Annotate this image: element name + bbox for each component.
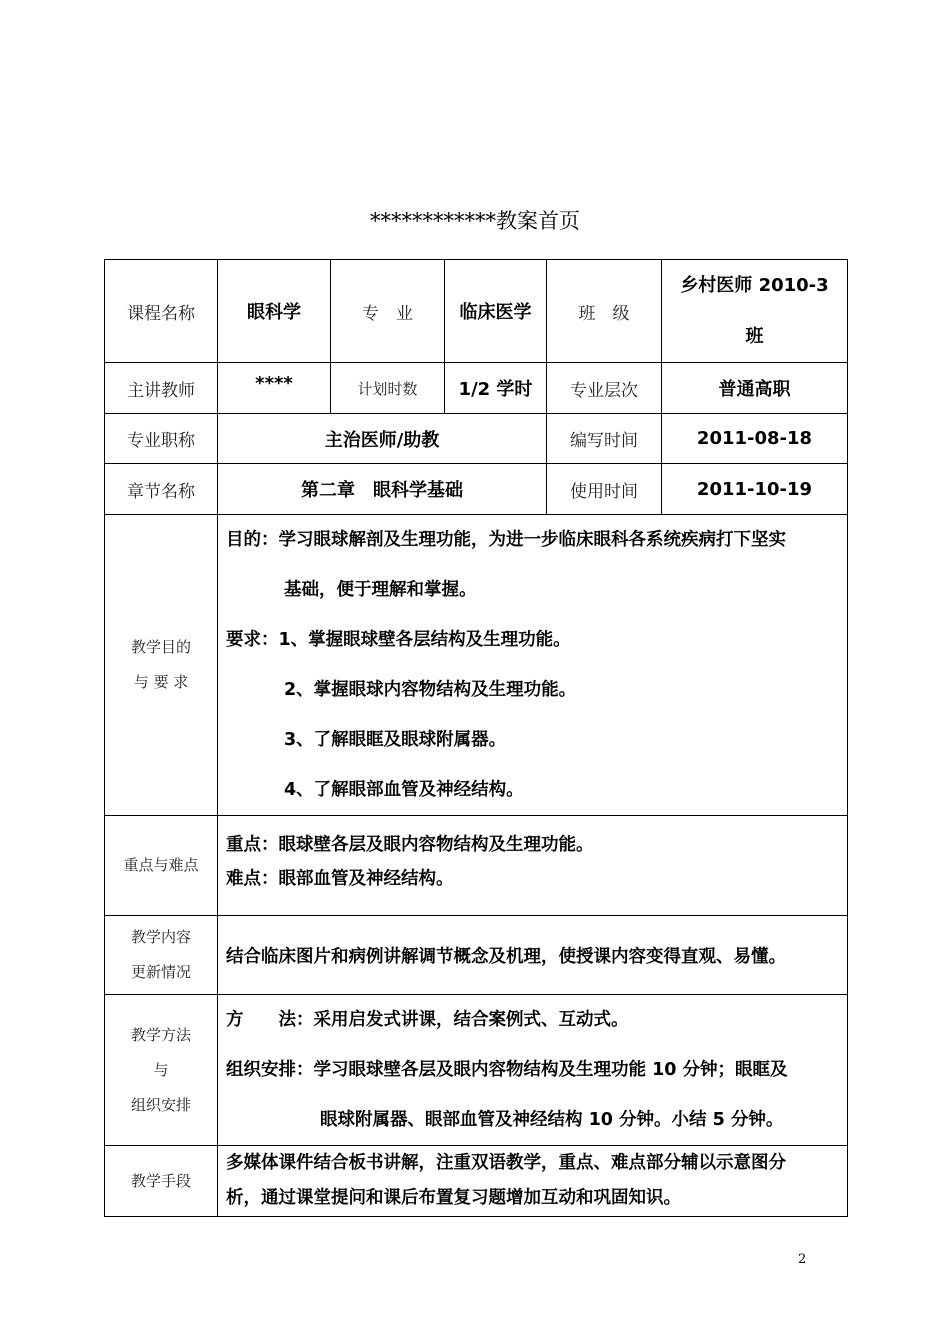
- professional-title-row: [105, 414, 848, 464]
- objectives-line: 2、掌握眼球内容物结构及生理功能。: [284, 680, 577, 700]
- class-label: 班 级: [547, 260, 662, 363]
- update-label-line-2: 更新情况: [130, 963, 191, 981]
- objectives-line: 3、了解眼眶及眼球附属器。: [284, 730, 507, 750]
- method-row: [105, 995, 848, 1146]
- objectives-content: [218, 515, 848, 816]
- means-line: 析，通过课堂提问和课后布置复习题增加互动和巩固知识。: [226, 1188, 681, 1208]
- objectives-line: 基础，便于理解和掌握。: [284, 580, 477, 600]
- page-number: 2: [798, 1252, 807, 1267]
- planned-hours-label: 计划时数: [331, 363, 445, 414]
- means-content: [218, 1146, 848, 1217]
- teacher-value: ****: [218, 363, 331, 414]
- update-content: 结合临床图片和病例讲解调节概念及机理，使授课内容变得直观、易懂。: [218, 916, 848, 995]
- page-title: ************教案首页: [370, 209, 580, 233]
- use-date-value: 2011-10-19: [662, 464, 848, 515]
- chapter-label: 章节名称: [105, 464, 218, 515]
- objectives-line: 要求：1、掌握眼球壁各层结构及生理功能。: [226, 630, 571, 650]
- key-points-label: 重点与难点: [105, 816, 218, 916]
- level-value: 普通高职: [662, 363, 848, 414]
- planned-hours-value: 1/2 学时: [445, 363, 547, 414]
- key-points-row: [105, 816, 848, 916]
- professional-title-value: 主治医师/助教: [218, 414, 547, 464]
- method-label-line-3: 组织安排: [130, 1095, 191, 1114]
- key-points-content: [218, 816, 848, 916]
- chapter-row: [105, 464, 848, 515]
- teacher-row: [105, 363, 848, 414]
- method-label-line-2: 与: [153, 1060, 169, 1079]
- method-line: 方 法：采用启发式讲课，结合案例式、互动式。: [226, 1010, 629, 1030]
- professional-title-label: 专业职称: [105, 414, 218, 464]
- class-value-line-2: 班: [745, 326, 764, 347]
- objectives-label-line-2: 与 要 求: [133, 673, 189, 691]
- course-row: [105, 260, 848, 363]
- key-point-line: 难点：眼部血管及神经结构。: [226, 869, 454, 889]
- method-label: [105, 995, 218, 1146]
- major-value: 临床医学: [445, 260, 547, 363]
- use-date-label: 使用时间: [547, 464, 662, 515]
- means-line: 多媒体课件结合板书讲解，注重双语教学，重点、难点部分辅以示意图分: [226, 1153, 786, 1173]
- course-name-value: 眼科学: [218, 260, 331, 363]
- objectives-label-line-1: 教学目的: [130, 638, 191, 656]
- means-row: [105, 1146, 848, 1217]
- chapter-value: 第二章 眼科学基础: [218, 464, 547, 515]
- write-date-value: 2011-08-18: [662, 414, 848, 464]
- objectives-line: 目的：学习眼球解剖及生理功能，为进一步临床眼科各系统疾病打下坚实: [226, 530, 786, 550]
- objectives-line: 4、了解眼部血管及神经结构。: [284, 780, 524, 800]
- update-label: [105, 916, 218, 995]
- course-name-label: 课程名称: [105, 260, 218, 363]
- teacher-label: 主讲教师: [105, 363, 218, 414]
- update-row: [105, 916, 848, 995]
- method-line: 眼球附属器、眼部血管及神经结构 10 分钟。小结 5 分钟。: [320, 1110, 784, 1130]
- key-point-line: 重点：眼球壁各层及眼内容物结构及生理功能。: [226, 835, 594, 855]
- major-label: 专 业: [331, 260, 445, 363]
- class-value: [662, 260, 848, 363]
- update-label-line-1: 教学内容: [130, 928, 191, 946]
- level-label: 专业层次: [547, 363, 662, 414]
- write-date-label: 编写时间: [547, 414, 662, 464]
- class-value-line-1: 乡村医师 2010-3: [680, 275, 829, 296]
- method-label-line-1: 教学方法: [130, 1025, 191, 1044]
- lesson-plan-table: [104, 259, 848, 1217]
- means-label: 教学手段: [105, 1146, 218, 1217]
- objectives-label: [105, 515, 218, 816]
- method-content: [218, 995, 848, 1146]
- objectives-row: [105, 515, 848, 816]
- method-line: 组织安排：学习眼球壁各层及眼内容物结构及生理功能 10 分钟；眼眶及: [226, 1060, 788, 1080]
